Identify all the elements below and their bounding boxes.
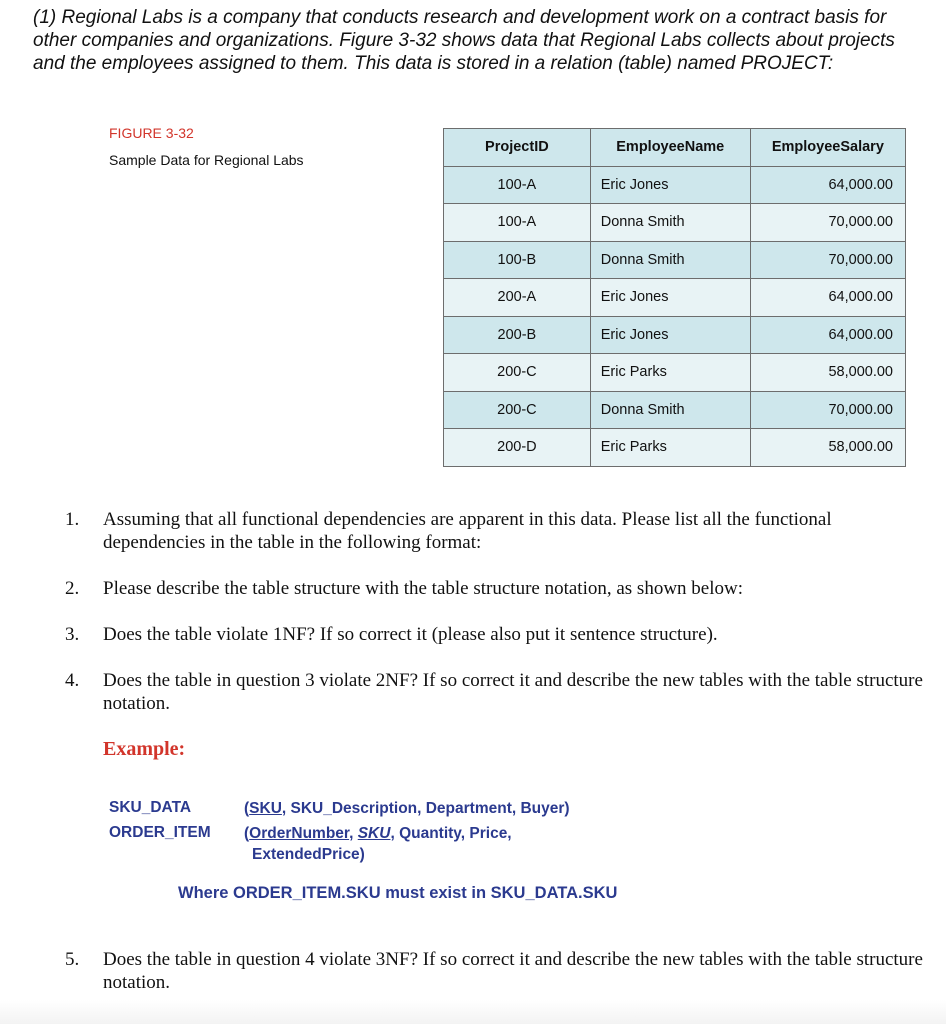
table-header-row bbox=[444, 129, 906, 167]
open-paren: ( bbox=[244, 825, 250, 842]
project-id-cell: 200-C bbox=[444, 354, 591, 392]
table-row bbox=[444, 204, 906, 242]
open-paren: ( bbox=[244, 800, 250, 817]
question-5 bbox=[65, 948, 925, 994]
employee-salary-cell: 64,000.00 bbox=[750, 316, 905, 354]
employee-name-cell: Donna Smith bbox=[590, 241, 750, 279]
question-1 bbox=[65, 508, 925, 554]
employee-salary-cell: 70,000.00 bbox=[750, 204, 905, 242]
question-text: Does the table violate 1NF? If so correct it (please also put it sentence structure). bbox=[103, 624, 718, 645]
project-id-cell: 200-D bbox=[444, 429, 591, 467]
question-text: Assuming that all functional dependencies are apparent in this data. Please list all the functional dependencies in the table in the following format: bbox=[103, 509, 832, 553]
table-row bbox=[444, 166, 906, 204]
example-label: Example: bbox=[103, 738, 186, 760]
primary-key: OrderNumber bbox=[249, 825, 350, 842]
intro-paragraph: (1) Regional Labs is a company that conducts research and development work on a contract basis for other companies and organizations. Figure 3-32 shows data that Regional Labs collects about projects and the employees assigned to them. This data is stored in a relation (table) named PROJECT: bbox=[33, 7, 895, 74]
question-4 bbox=[65, 669, 925, 715]
question-text: Does the table in question 4 violate 3NF? If so correct it and describe the new tables with the table structure notation. bbox=[103, 949, 923, 993]
attribute-list: , Quantity, Price, bbox=[390, 825, 512, 842]
employee-salary-cell: 70,000.00 bbox=[750, 391, 905, 429]
figure-label: FIGURE 3-32 bbox=[109, 125, 194, 141]
employee-salary-cell: 64,000.00 bbox=[750, 279, 905, 317]
project-table bbox=[443, 128, 906, 467]
table-row bbox=[444, 316, 906, 354]
table-row bbox=[444, 354, 906, 392]
table-row bbox=[444, 279, 906, 317]
project-id-cell: 100-A bbox=[444, 166, 591, 204]
employee-salary-cell: 58,000.00 bbox=[750, 354, 905, 392]
project-id-cell: 200-B bbox=[444, 316, 591, 354]
sku-data-table-name: SKU_DATA bbox=[109, 799, 192, 816]
employee-salary-cell: 70,000.00 bbox=[750, 241, 905, 279]
employee-name-cell: Donna Smith bbox=[590, 204, 750, 242]
question-number: 5. bbox=[65, 949, 80, 970]
order-item-table-name: ORDER_ITEM bbox=[109, 824, 211, 841]
table-row bbox=[444, 391, 906, 429]
figure-caption: Sample Data for Regional Labs bbox=[109, 152, 304, 168]
question-3 bbox=[65, 623, 925, 646]
employee-name-cell: Eric Jones bbox=[590, 166, 750, 204]
question-number: 2. bbox=[65, 578, 80, 599]
column-header: EmployeeSalary bbox=[750, 129, 905, 167]
employee-salary-cell: 58,000.00 bbox=[750, 429, 905, 467]
referential-constraint: Where ORDER_ITEM.SKU must exist in SKU_DATA.SKU bbox=[178, 884, 618, 902]
project-id-cell: 100-A bbox=[444, 204, 591, 242]
attribute-list-continued: ExtendedPrice) bbox=[252, 846, 365, 863]
employee-name-cell: Eric Parks bbox=[590, 429, 750, 467]
foreign-key: SKU bbox=[357, 825, 391, 842]
question-number: 4. bbox=[65, 670, 80, 691]
column-header: ProjectID bbox=[444, 129, 591, 167]
employee-name-cell: Eric Jones bbox=[590, 316, 750, 354]
question-number: 3. bbox=[65, 624, 80, 645]
project-id-cell: 200-A bbox=[444, 279, 591, 317]
sku-data-structure bbox=[244, 798, 644, 819]
table-row bbox=[444, 241, 906, 279]
column-header: EmployeeName bbox=[590, 129, 750, 167]
project-id-cell: 100-B bbox=[444, 241, 591, 279]
question-text: Does the table in question 3 violate 2NF? If so correct it and describe the new tables with the table structure notation. bbox=[103, 670, 923, 714]
table-row bbox=[444, 429, 906, 467]
question-2 bbox=[65, 577, 925, 600]
order-item-structure bbox=[244, 823, 644, 865]
separator: , bbox=[349, 825, 358, 842]
question-number: 1. bbox=[65, 509, 80, 530]
employee-salary-cell: 64,000.00 bbox=[750, 166, 905, 204]
employee-name-cell: Eric Jones bbox=[590, 279, 750, 317]
project-id-cell: 200-C bbox=[444, 391, 591, 429]
employee-name-cell: Donna Smith bbox=[590, 391, 750, 429]
question-text: Please describe the table structure with the table structure notation, as shown below: bbox=[103, 578, 744, 599]
primary-key: SKU bbox=[249, 800, 282, 817]
attribute-list: , SKU_Description, Department, Buyer) bbox=[281, 800, 570, 817]
employee-name-cell: Eric Parks bbox=[590, 354, 750, 392]
page-bottom-shadow bbox=[0, 1000, 946, 1024]
